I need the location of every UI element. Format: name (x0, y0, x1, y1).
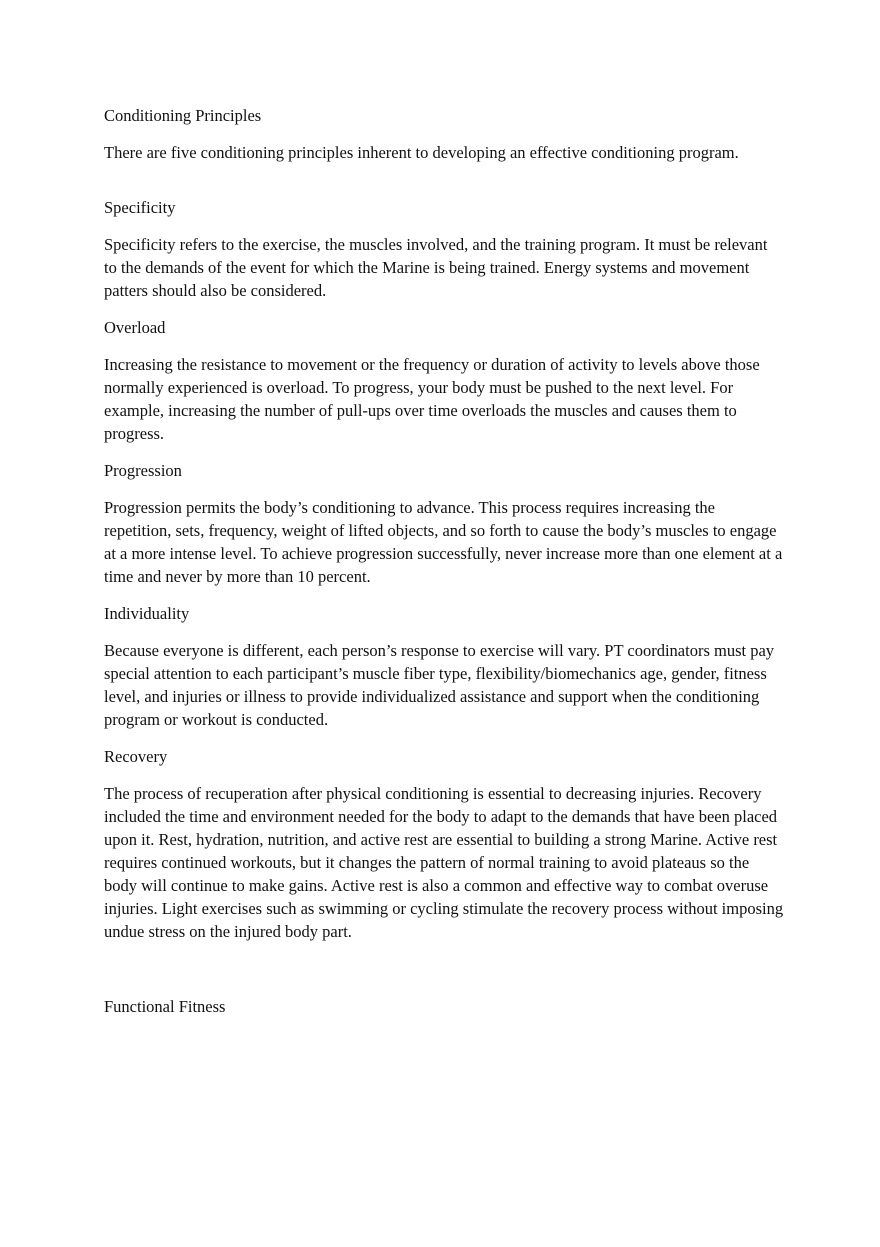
section-heading-functional-fitness: Functional Fitness (104, 997, 226, 1016)
section-body-recovery: The process of recuperation after physical conditioning is essential to decreasing injuries. Recovery included the time and environment needed for the body to adapt to the demands that have been placed upon it. Rest, hydration, nutrition, and active rest are essential to building a strong Marine. Active rest requires continued workouts, but it changes the pattern of normal training to avoid plateaus so the body will continue to make gains. Active rest is also a common and effective way to combat overuse injuries. Light exercises such as swimming or cycling stimulate the recovery process without imposing undue stress on the injured body part. (104, 784, 784, 941)
section-heading-specificity: Specificity (104, 198, 176, 217)
section-body-overload: Increasing the resistance to movement or the frequency or duration of activity to levels above those normally experienced is overload. To progress, your body must be pushed to the next level. For example, increasing the number of pull-ups over time overloads the muscles and causes them to progress. (104, 355, 760, 443)
intro-paragraph: There are five conditioning principles inherent to developing an effective conditioning program. (104, 143, 739, 162)
section-body-individuality: Because everyone is different, each person’s response to exercise will vary. PT coordinators must pay special attention to each participant’s muscle fiber type, flexibility/biomechanics age, gender, fitness level, and injuries or illness to provide individualized assistance and support when the conditioning program or workout is conducted. (104, 641, 775, 729)
section-heading-individuality: Individuality (104, 604, 190, 623)
section-heading-recovery: Recovery (104, 747, 168, 766)
document-page (104, 104, 784, 1018)
section-body-progression: Progression permits the body’s conditioning to advance. This process requires increasing the repetition, sets, frequency, weight of lifted objects, and so forth to cause the body’s muscles to engage at a more intense level. To achieve progression successfully, never increase more than one element at a time and never by more than 10 percent. (104, 498, 783, 586)
section-body-specificity: Specificity refers to the exercise, the muscles involved, and the training program. It must be relevant to the demands of the event for which the Marine is being trained. Energy systems and movement patters should also be considered. (104, 235, 768, 300)
section-heading-progression: Progression (104, 461, 182, 480)
document-title: Conditioning Principles (104, 106, 262, 125)
section-heading-overload: Overload (104, 318, 166, 337)
